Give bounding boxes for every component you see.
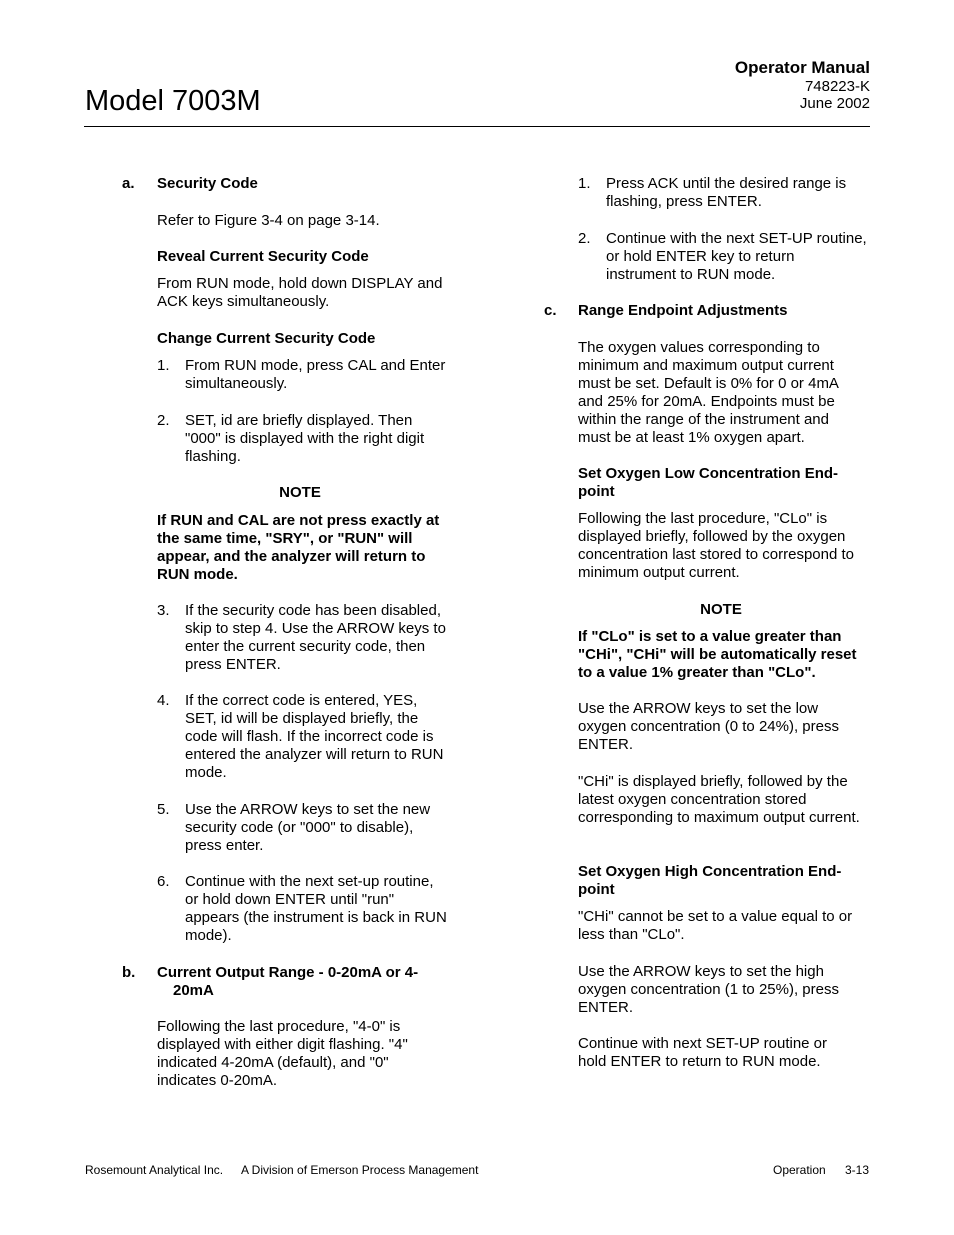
- reveal-code-heading: Reveal Current Security Code: [157, 248, 369, 265]
- high-endpoint-text: "CHi" cannot be set to a value equal to or less than "CLo".: [578, 908, 853, 943]
- step-text: Press ACK until the desired range is flashing, press ENTER.: [606, 175, 847, 210]
- step-number: 1.: [578, 175, 591, 192]
- header-rule: [84, 126, 870, 127]
- step-text: SET, id are briefly displayed. Then "000" is displayed with the right digit flashing.: [185, 412, 425, 465]
- continue-text: Continue with next SET-UP routine or hold ENTER to return to RUN mode.: [578, 1035, 828, 1070]
- footer-section: Operation: [773, 1163, 826, 1177]
- footer-company: Rosemount Analytical Inc.: [85, 1163, 224, 1177]
- step-number: 1.: [157, 357, 170, 374]
- footer-page-number: 3-13: [845, 1163, 870, 1177]
- step-number: 3.: [157, 602, 170, 619]
- low-endpoint-text: Following the last procedure, "CLo" is displayed briefly, followed by the oxygen concentration last stored to correspond to minimum output current.: [578, 510, 854, 581]
- high-endpoint-heading: Set Oxygen High Concentration End-point: [578, 863, 842, 898]
- note-text: If "CLo" is set to a value greater than "CHi", "CHi" will be automatically reset to a value 1% greater than "CLo".: [578, 628, 857, 681]
- step-number: 2.: [157, 412, 170, 429]
- section-c-letter: c.: [544, 302, 557, 319]
- note-heading: NOTE: [700, 601, 742, 618]
- low-arrow-text: Use the ARROW keys to set the low oxygen concentration (0 to 24%), press ENTER.: [578, 700, 839, 753]
- section-b-letter: b.: [122, 964, 136, 981]
- step-number: 6.: [157, 873, 170, 890]
- section-a-letter: a.: [122, 175, 135, 192]
- step-text: From RUN mode, press CAL and Enter simultaneously.: [185, 357, 446, 392]
- section-b-title-cont: 20mA: [173, 982, 214, 999]
- step-text: Use the ARROW keys to set the new security code (or "000" to disable), press enter.: [185, 801, 431, 854]
- change-code-heading: Change Current Security Code: [157, 330, 376, 347]
- step-text: Continue with the next SET-UP routine, or hold ENTER key to return instrument to RUN mode.: [606, 230, 867, 283]
- low-endpoint-heading: Set Oxygen Low Concentration End-point: [578, 465, 839, 500]
- step-text: If the security code has been disabled, skip to step 4. Use the ARROW keys to enter the current security code, then press ENTER.: [185, 602, 446, 673]
- section-b-title: Current Output Range - 0-20mA or 4-: [157, 964, 419, 981]
- note-heading: NOTE: [279, 484, 321, 501]
- section-c-text: The oxygen values corresponding to minimum and maximum output current must be set. Default is 0% for 0 or 4mA and 25% for 20mA. Endpoints must be within the range of the instrument and must be at least 1% oxygen apart.: [578, 339, 839, 446]
- doc-date: June 2002: [799, 95, 870, 112]
- doc-type: Operator Manual: [734, 58, 870, 77]
- section-a-title: Security Code: [157, 175, 258, 192]
- step-number: 2.: [578, 230, 591, 247]
- doc-number: 748223-K: [804, 78, 870, 95]
- step-text: If the correct code is entered, YES, SET, id will be displayed briefly, the code will flash. If the incorrect code is entered the analyzer will return to RUN mode.: [185, 692, 444, 781]
- high-arrow-text: Use the ARROW keys to set the high oxygen concentration (1 to 25%), press ENTER.: [578, 963, 839, 1016]
- section-c-title: Range Endpoint Adjustments: [578, 302, 788, 319]
- step-number: 5.: [157, 801, 170, 818]
- reveal-code-text: From RUN mode, hold down DISPLAY and ACK keys simultaneously.: [157, 275, 443, 310]
- section-b-text: Following the last procedure, "4-0" is displayed with either digit flashing. "4" indicated 4-20mA (default), and "0" indicates 0-20mA.: [157, 1018, 408, 1089]
- step-text: Continue with the next set-up routine, or hold down ENTER until "run" appears (the instrument is back in RUN mode).: [185, 873, 447, 944]
- chi-display-text: "CHi" is displayed briefly, followed by the latest oxygen concentration stored corresponding to maximum output current.: [578, 773, 860, 826]
- header-right: [735, 57, 870, 112]
- model-title: Model 7003M: [85, 85, 261, 117]
- note-text: If RUN and CAL are not press exactly at the same time, "SRY", or "RUN" will appear, and the analyzer will return to RUN mode.: [157, 512, 440, 583]
- step-number: 4.: [157, 692, 170, 709]
- figure-reference: Refer to Figure 3-4 on page 3-14.: [157, 212, 380, 229]
- footer-division: A Division of Emerson Process Management: [241, 1163, 479, 1177]
